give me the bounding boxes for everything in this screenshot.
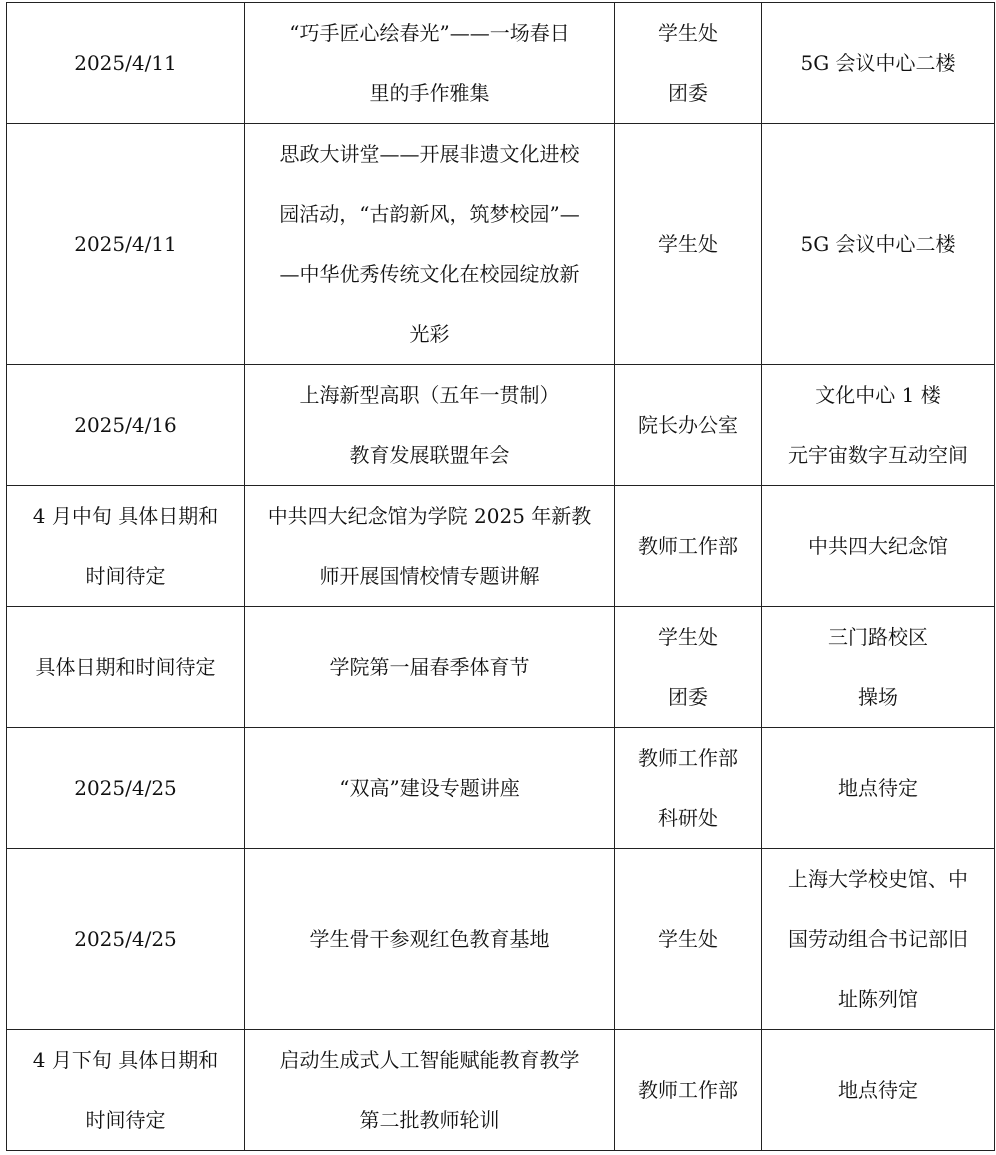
- event-cell-line: 光彩: [409, 322, 450, 346]
- event-cell: [245, 3, 615, 124]
- organizer-cell-line: 学生处: [658, 232, 718, 256]
- date-cell-line: 2025/4/25: [74, 776, 177, 800]
- event-cell-line: 中共四大纪念馆为学院 2025 年新教: [267, 504, 592, 528]
- event-cell: [245, 849, 615, 1030]
- event-cell: [245, 365, 615, 486]
- organizer-cell-line: 院长办公室: [638, 413, 738, 437]
- table-row: [7, 607, 995, 728]
- table-row: [7, 728, 995, 849]
- organizer-cell: [615, 124, 762, 365]
- organizer-cell: [615, 3, 762, 124]
- date-cell: [7, 849, 245, 1030]
- location-cell-line: 中共四大纪念馆: [808, 534, 948, 558]
- organizer-cell: [615, 486, 762, 607]
- organizer-cell: [615, 849, 762, 1030]
- date-cell: [7, 3, 245, 124]
- location-cell: [762, 849, 995, 1030]
- organizer-cell: [615, 728, 762, 849]
- date-cell-line: 2025/4/11: [74, 232, 177, 256]
- table-row: [7, 486, 995, 607]
- location-cell-line: 操场: [858, 685, 898, 709]
- location-cell: [762, 365, 995, 486]
- date-cell-line: 2025/4/25: [74, 927, 177, 951]
- event-cell-line: 启动生成式人工智能赋能教育教学: [279, 1048, 580, 1072]
- table-row: [7, 124, 995, 365]
- organizer-cell-line: 教师工作部: [638, 1078, 738, 1102]
- location-cell-line: 地点待定: [838, 776, 918, 800]
- date-cell-line: 4 月下旬 具体日期和: [32, 1048, 219, 1072]
- event-cell: [245, 486, 615, 607]
- date-cell: [7, 365, 245, 486]
- table-row: [7, 365, 995, 486]
- location-cell-line: 上海大学校史馆、中: [788, 867, 968, 891]
- location-cell-line: 地点待定: [838, 1078, 918, 1102]
- location-cell: [762, 3, 995, 124]
- organizer-cell-line: 团委: [668, 81, 708, 105]
- location-cell: [762, 124, 995, 365]
- location-cell-line: 文化中心 1 楼: [815, 383, 941, 407]
- location-cell: [762, 1030, 995, 1151]
- table-row: [7, 1030, 995, 1151]
- date-cell-line: 4 月中旬 具体日期和: [32, 504, 219, 528]
- organizer-cell: [615, 1030, 762, 1151]
- event-cell-line: 上海新型高职（五年一贯制）: [299, 383, 560, 407]
- event-cell-line: 学生骨干参观红色教育基地: [309, 927, 550, 951]
- event-cell: [245, 728, 615, 849]
- location-cell: [762, 728, 995, 849]
- date-cell: [7, 486, 245, 607]
- event-cell-line: 第二批教师轮训: [359, 1108, 500, 1132]
- table-row: [7, 849, 995, 1030]
- event-cell-line: “巧手匠心绘春光”——一场春日: [289, 21, 570, 45]
- event-cell-line: 思政大讲堂——开展非遗文化进校: [279, 142, 580, 166]
- location-cell-line: 元宇宙数字互动空间: [788, 443, 968, 467]
- event-cell-line: 里的手作雅集: [369, 81, 490, 105]
- date-cell: [7, 607, 245, 728]
- event-cell-line: “双高”建设专题讲座: [339, 776, 520, 800]
- location-cell-line: 国劳动组合书记部旧: [788, 927, 968, 951]
- event-cell-line: 师开展国情校情专题讲解: [319, 564, 540, 588]
- organizer-cell-line: 团委: [668, 685, 708, 709]
- location-cell-line: 5G 会议中心二楼: [800, 51, 956, 75]
- organizer-cell-line: 学生处: [658, 21, 718, 45]
- location-cell: [762, 607, 995, 728]
- date-cell-line: 时间待定: [85, 564, 166, 588]
- organizer-cell: [615, 365, 762, 486]
- date-cell-line: 2025/4/16: [74, 413, 177, 437]
- organizer-cell: [615, 607, 762, 728]
- schedule-table-body: [7, 3, 995, 1151]
- event-cell: [245, 1030, 615, 1151]
- location-cell-line: 5G 会议中心二楼: [800, 232, 956, 256]
- location-cell: [762, 486, 995, 607]
- event-cell-line: —中华优秀传统文化在校园绽放新: [279, 262, 580, 286]
- location-cell-line: 三门路校区: [828, 625, 928, 649]
- event-cell: [245, 124, 615, 365]
- event-cell-line: 园活动，“古韵新风，筑梦校园”—: [279, 202, 580, 226]
- date-cell: [7, 728, 245, 849]
- date-cell-line: 具体日期和时间待定: [35, 655, 216, 679]
- location-cell-line: 址陈列馆: [838, 987, 918, 1011]
- organizer-cell-line: 学生处: [658, 625, 718, 649]
- date-cell-line: 2025/4/11: [74, 51, 177, 75]
- table-row: [7, 3, 995, 124]
- event-cell-line: 教育发展联盟年会: [349, 443, 510, 467]
- organizer-cell-line: 学生处: [658, 927, 718, 951]
- date-cell-line: 时间待定: [85, 1108, 166, 1132]
- organizer-cell-line: 教师工作部: [638, 746, 738, 770]
- event-cell-line: 学院第一届春季体育节: [329, 655, 530, 679]
- organizer-cell-line: 科研处: [658, 806, 718, 830]
- date-cell: [7, 1030, 245, 1151]
- event-cell: [245, 607, 615, 728]
- organizer-cell-line: 教师工作部: [638, 534, 738, 558]
- date-cell: [7, 124, 245, 365]
- activity-schedule-table: [6, 2, 995, 1151]
